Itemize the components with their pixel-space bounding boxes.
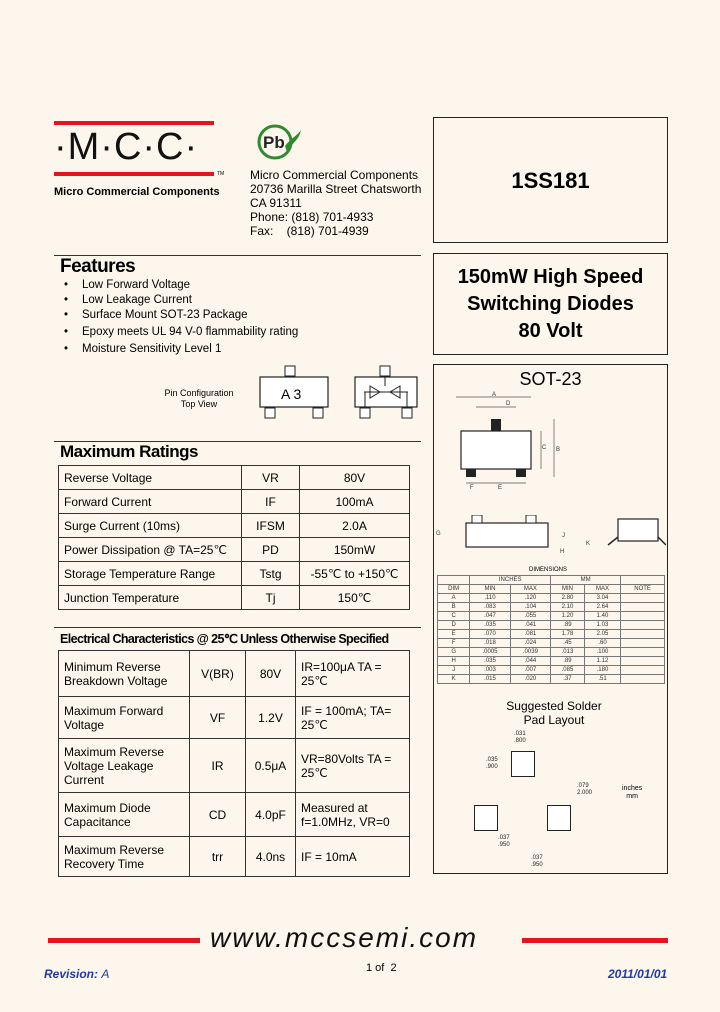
solder-dim-label <box>577 783 592 797</box>
description-line: Switching Diodes <box>467 293 634 315</box>
svg-text:G: G <box>436 531 441 537</box>
svg-text:F: F <box>470 485 474 491</box>
rating-symbol: VR <box>242 466 300 490</box>
svg-text:K: K <box>586 541 591 547</box>
dimension-row <box>438 675 665 684</box>
dimension-cell: .044 <box>510 657 550 666</box>
dimension-cell: 1.40 <box>584 612 620 621</box>
rating-value: 150mW <box>300 538 410 562</box>
dimension-cell: .081 <box>510 630 550 639</box>
dimension-cell <box>621 621 665 630</box>
solder-pad-top <box>511 751 535 777</box>
dimension-row <box>438 657 665 666</box>
revision-date: 2011/01/01 <box>608 967 668 981</box>
dimensions-rows <box>438 594 665 684</box>
elec-char-rule <box>54 627 421 628</box>
solder-pad-right <box>547 805 571 831</box>
dimension-cell: K <box>438 675 470 684</box>
solder-dim-label <box>514 731 526 745</box>
solder-dim: .035 <box>486 757 498 763</box>
char-condition: IF = 100mA; TA= 25℃ <box>296 697 410 739</box>
dimension-cell: 1.12 <box>584 657 620 666</box>
dim-col-header: NOTE <box>621 585 665 594</box>
svg-text:C: C <box>542 445 547 451</box>
rating-symbol: PD <box>242 538 300 562</box>
char-value: 4.0ns <box>246 837 296 877</box>
pin-config-label <box>158 388 240 410</box>
dimension-cell: .37 <box>551 675 585 684</box>
dimension-cell: H <box>438 657 470 666</box>
char-parameter: Maximum Diode Capacitance <box>59 793 190 837</box>
dimension-cell: 2.80 <box>551 594 585 603</box>
description-line: 80 Volt <box>518 320 583 342</box>
svg-text:H: H <box>560 549 565 555</box>
rating-symbol: IF <box>242 490 300 514</box>
elec-char-row <box>59 739 410 793</box>
rating-value: 2.0A <box>300 514 410 538</box>
elec-char-row <box>59 697 410 739</box>
dimension-cell: .055 <box>510 612 550 621</box>
elec-char-table <box>58 650 410 877</box>
max-ratings-heading: Maximum Ratings <box>60 442 198 461</box>
char-symbol: trr <box>190 837 246 877</box>
footer-red-bar-right <box>522 938 668 943</box>
elec-char-row <box>59 837 410 877</box>
dimension-cell <box>621 657 665 666</box>
dimension-cell <box>621 630 665 639</box>
pin-config-title: Pin Configuration <box>164 388 234 398</box>
feature-item: • Surface Mount SOT-23 Package <box>56 308 426 323</box>
dimension-row <box>438 603 665 612</box>
solder-dim: .037 <box>531 855 543 861</box>
rating-symbol: Tstg <box>242 562 300 586</box>
dimension-cell: .070 <box>470 630 510 639</box>
char-parameter: Maximum Reverse Recovery Time <box>59 837 190 877</box>
pin-marking: A 3 <box>281 386 302 402</box>
dimension-cell: 1.78 <box>551 630 585 639</box>
char-condition: IF = 10mA <box>296 837 410 877</box>
dimension-cell: 3.04 <box>584 594 620 603</box>
char-condition: IR=100μA TA = 25℃ <box>296 651 410 697</box>
dimension-cell <box>621 603 665 612</box>
dimension-cell <box>621 648 665 657</box>
dimension-cell: .003 <box>470 666 510 675</box>
svg-text:B: B <box>556 447 561 453</box>
dim-header-spacer <box>438 576 470 585</box>
solder-dim: .900 <box>486 764 498 770</box>
max-ratings-table <box>58 465 410 610</box>
package-box <box>433 364 668 874</box>
dimension-cell: .0005 <box>470 648 510 657</box>
dimension-row <box>438 630 665 639</box>
dimension-cell <box>621 666 665 675</box>
dimension-cell <box>621 675 665 684</box>
char-value: 1.2V <box>246 697 296 739</box>
dimension-cell <box>621 612 665 621</box>
dimension-cell: .120 <box>510 594 550 603</box>
rating-parameter: Power Dissipation @ TA=25℃ <box>59 538 242 562</box>
dimension-row <box>438 639 665 648</box>
solder-dim-label <box>531 855 543 869</box>
dimension-row <box>438 621 665 630</box>
dimension-cell: .110 <box>470 594 510 603</box>
solder-title-line: Suggested Solder <box>506 699 602 713</box>
description-line: 150mW High Speed <box>457 266 644 288</box>
dimension-cell: 2.05 <box>584 630 620 639</box>
rating-parameter: Reverse Voltage <box>59 466 242 490</box>
pin-config-subtitle: Top View <box>180 399 218 409</box>
solder-units-inches: inches <box>622 785 643 792</box>
pb-free-icon <box>253 122 303 164</box>
max-rating-row <box>59 586 410 610</box>
dimension-cell: .013 <box>551 648 585 657</box>
dimensions-title: DIMENSIONS <box>529 567 568 573</box>
dimension-cell: .035 <box>470 657 510 666</box>
dimension-cell: .007 <box>510 666 550 675</box>
solder-dim: .950 <box>498 842 510 848</box>
dimension-cell: 1.03 <box>584 621 620 630</box>
char-symbol: V(BR) <box>190 651 246 697</box>
dim-group-mm: MM <box>551 576 621 585</box>
dimension-cell: .0039 <box>510 648 550 657</box>
footer-red-bar-left <box>48 938 200 943</box>
dim-group-inches: INCHES <box>470 576 551 585</box>
rating-symbol: IFSM <box>242 514 300 538</box>
solder-dim: 2.000 <box>577 790 593 796</box>
logo-top-red-bar <box>54 121 214 125</box>
package-name: SOT-23 <box>519 369 582 389</box>
logo-bottom-red-bar <box>54 172 214 176</box>
solder-title-line: Pad Layout <box>523 713 585 727</box>
char-symbol: VF <box>190 697 246 739</box>
dim-col-header: MAX <box>510 585 550 594</box>
svg-text:D: D <box>506 401 511 407</box>
dimension-row <box>438 612 665 621</box>
elec-char-heading: Electrical Characteristics @ 25℃ Unless Otherwise Specified <box>60 632 389 646</box>
pin-config-circuit-drawing <box>352 364 422 422</box>
solder-title <box>484 699 624 727</box>
company-logo: ·M·C·C· <box>54 126 199 168</box>
rating-symbol: Tj <box>242 586 300 610</box>
char-symbol: CD <box>190 793 246 837</box>
solder-units-mm: mm <box>626 793 638 800</box>
dimension-cell: .035 <box>470 621 510 630</box>
dimension-row <box>438 648 665 657</box>
max-rating-row <box>59 562 410 586</box>
dimension-cell: .047 <box>470 612 510 621</box>
company-address <box>250 168 421 238</box>
char-parameter: Minimum Reverse Breakdown Voltage <box>59 651 190 697</box>
dimension-cell: J <box>438 666 470 675</box>
dim-col-header: MIN <box>551 585 585 594</box>
char-value: 80V <box>246 651 296 697</box>
feature-item: • Low Leakage Current <box>56 293 426 308</box>
solder-pad-left <box>474 805 498 831</box>
pb-text: Pb <box>263 133 285 152</box>
part-number-box <box>433 117 668 243</box>
dimension-cell: .015 <box>470 675 510 684</box>
dimension-cell: D <box>438 621 470 630</box>
solder-dim-label <box>498 835 510 849</box>
revision <box>44 967 109 981</box>
dimension-cell: .60 <box>584 639 620 648</box>
dim-col-header: MAX <box>584 585 620 594</box>
dimension-cell: .018 <box>470 639 510 648</box>
rating-value: -55℃ to +150℃ <box>300 562 410 586</box>
dimensions-table <box>437 575 665 684</box>
dimension-row <box>438 666 665 675</box>
dim-col-header: DIM <box>438 585 470 594</box>
char-condition: Measured at f=1.0MHz, VR=0 <box>296 793 410 837</box>
rating-value: 150℃ <box>300 586 410 610</box>
solder-dim: .031 <box>514 731 526 737</box>
feature-item: • Epoxy meets UL 94 V-0 flammability rating <box>56 325 426 340</box>
dimension-cell: G <box>438 648 470 657</box>
features-heading: Features <box>60 256 136 277</box>
dimension-cell <box>621 594 665 603</box>
svg-text:J: J <box>562 533 565 539</box>
address-line: Micro Commercial Components <box>250 168 419 182</box>
dimension-cell: 2.10 <box>551 603 585 612</box>
dimension-cell: 2.64 <box>584 603 620 612</box>
max-rating-row <box>59 514 410 538</box>
solder-dim: .950 <box>531 862 543 868</box>
rating-parameter: Junction Temperature <box>59 586 242 610</box>
dim-header-spacer <box>621 576 665 585</box>
solder-dim: .079 <box>577 783 589 789</box>
max-rating-row <box>59 466 410 490</box>
dimension-cell: F <box>438 639 470 648</box>
char-condition: VR=80Volts TA = 25℃ <box>296 739 410 793</box>
svg-text:A: A <box>492 392 497 398</box>
website-url[interactable]: www.mccsemi.com <box>210 922 479 953</box>
dimension-cell: .51 <box>584 675 620 684</box>
max-rating-row <box>59 538 410 562</box>
rating-parameter: Storage Temperature Range <box>59 562 242 586</box>
pin-config-marking-drawing <box>255 364 335 422</box>
feature-item: • Moisture Sensitivity Level 1 <box>56 342 426 357</box>
description-box <box>433 253 668 355</box>
dimension-cell: 1.20 <box>551 612 585 621</box>
rating-parameter: Forward Current <box>59 490 242 514</box>
svg-text:E: E <box>498 485 503 491</box>
dimension-cell: .89 <box>551 621 585 630</box>
rating-value: 80V <box>300 466 410 490</box>
dimension-cell: .024 <box>510 639 550 648</box>
elec-char-row <box>59 651 410 697</box>
dimension-cell: A <box>438 594 470 603</box>
page-number: 1 of 2 <box>366 962 397 974</box>
dimension-cell: .085 <box>551 666 585 675</box>
solder-units <box>622 785 642 801</box>
package-side-view-drawing <box>436 515 666 565</box>
address-line: 20736 Marilla Street Chatsworth <box>250 182 422 196</box>
dimension-cell: .180 <box>584 666 620 675</box>
dimension-cell: .104 <box>510 603 550 612</box>
char-parameter: Maximum Reverse Voltage Leakage Current <box>59 739 190 793</box>
dimension-cell: .041 <box>510 621 550 630</box>
package-top-view-drawing <box>436 391 586 491</box>
dimension-cell: .100 <box>584 648 620 657</box>
rating-parameter: Surge Current (10ms) <box>59 514 242 538</box>
dimension-cell: E <box>438 630 470 639</box>
dimension-cell: B <box>438 603 470 612</box>
dimension-cell <box>621 639 665 648</box>
dimension-cell: C <box>438 612 470 621</box>
revision-value: A <box>101 967 110 981</box>
char-symbol: IR <box>190 739 246 793</box>
max-rating-row <box>59 490 410 514</box>
dimension-cell: .45 <box>551 639 585 648</box>
address-line: Phone: (818) 701-4933 <box>250 210 374 224</box>
feature-item: • Low Forward Voltage <box>56 278 426 293</box>
solder-dim-label <box>486 757 498 771</box>
char-value: 4.0pF <box>246 793 296 837</box>
dim-col-header: MIN <box>470 585 510 594</box>
dimension-cell: .89 <box>551 657 585 666</box>
trademark-mark: TM <box>217 171 225 177</box>
address-line: Fax: (818) 701-4939 <box>250 224 369 238</box>
char-parameter: Maximum Forward Voltage <box>59 697 190 739</box>
dimension-cell: .083 <box>470 603 510 612</box>
revision-label: Revision: <box>44 967 99 981</box>
solder-dim: .037 <box>498 835 510 841</box>
dimension-cell: .020 <box>510 675 550 684</box>
company-tagline: Micro Commercial Components <box>54 186 220 198</box>
char-value: 0.5μA <box>246 739 296 793</box>
part-number: 1SS181 <box>511 168 590 193</box>
solder-dim: .800 <box>514 738 526 744</box>
elec-char-row <box>59 793 410 837</box>
dimension-row <box>438 594 665 603</box>
address-line: CA 91311 <box>250 196 302 210</box>
features-list <box>56 278 426 357</box>
rating-value: 100mA <box>300 490 410 514</box>
